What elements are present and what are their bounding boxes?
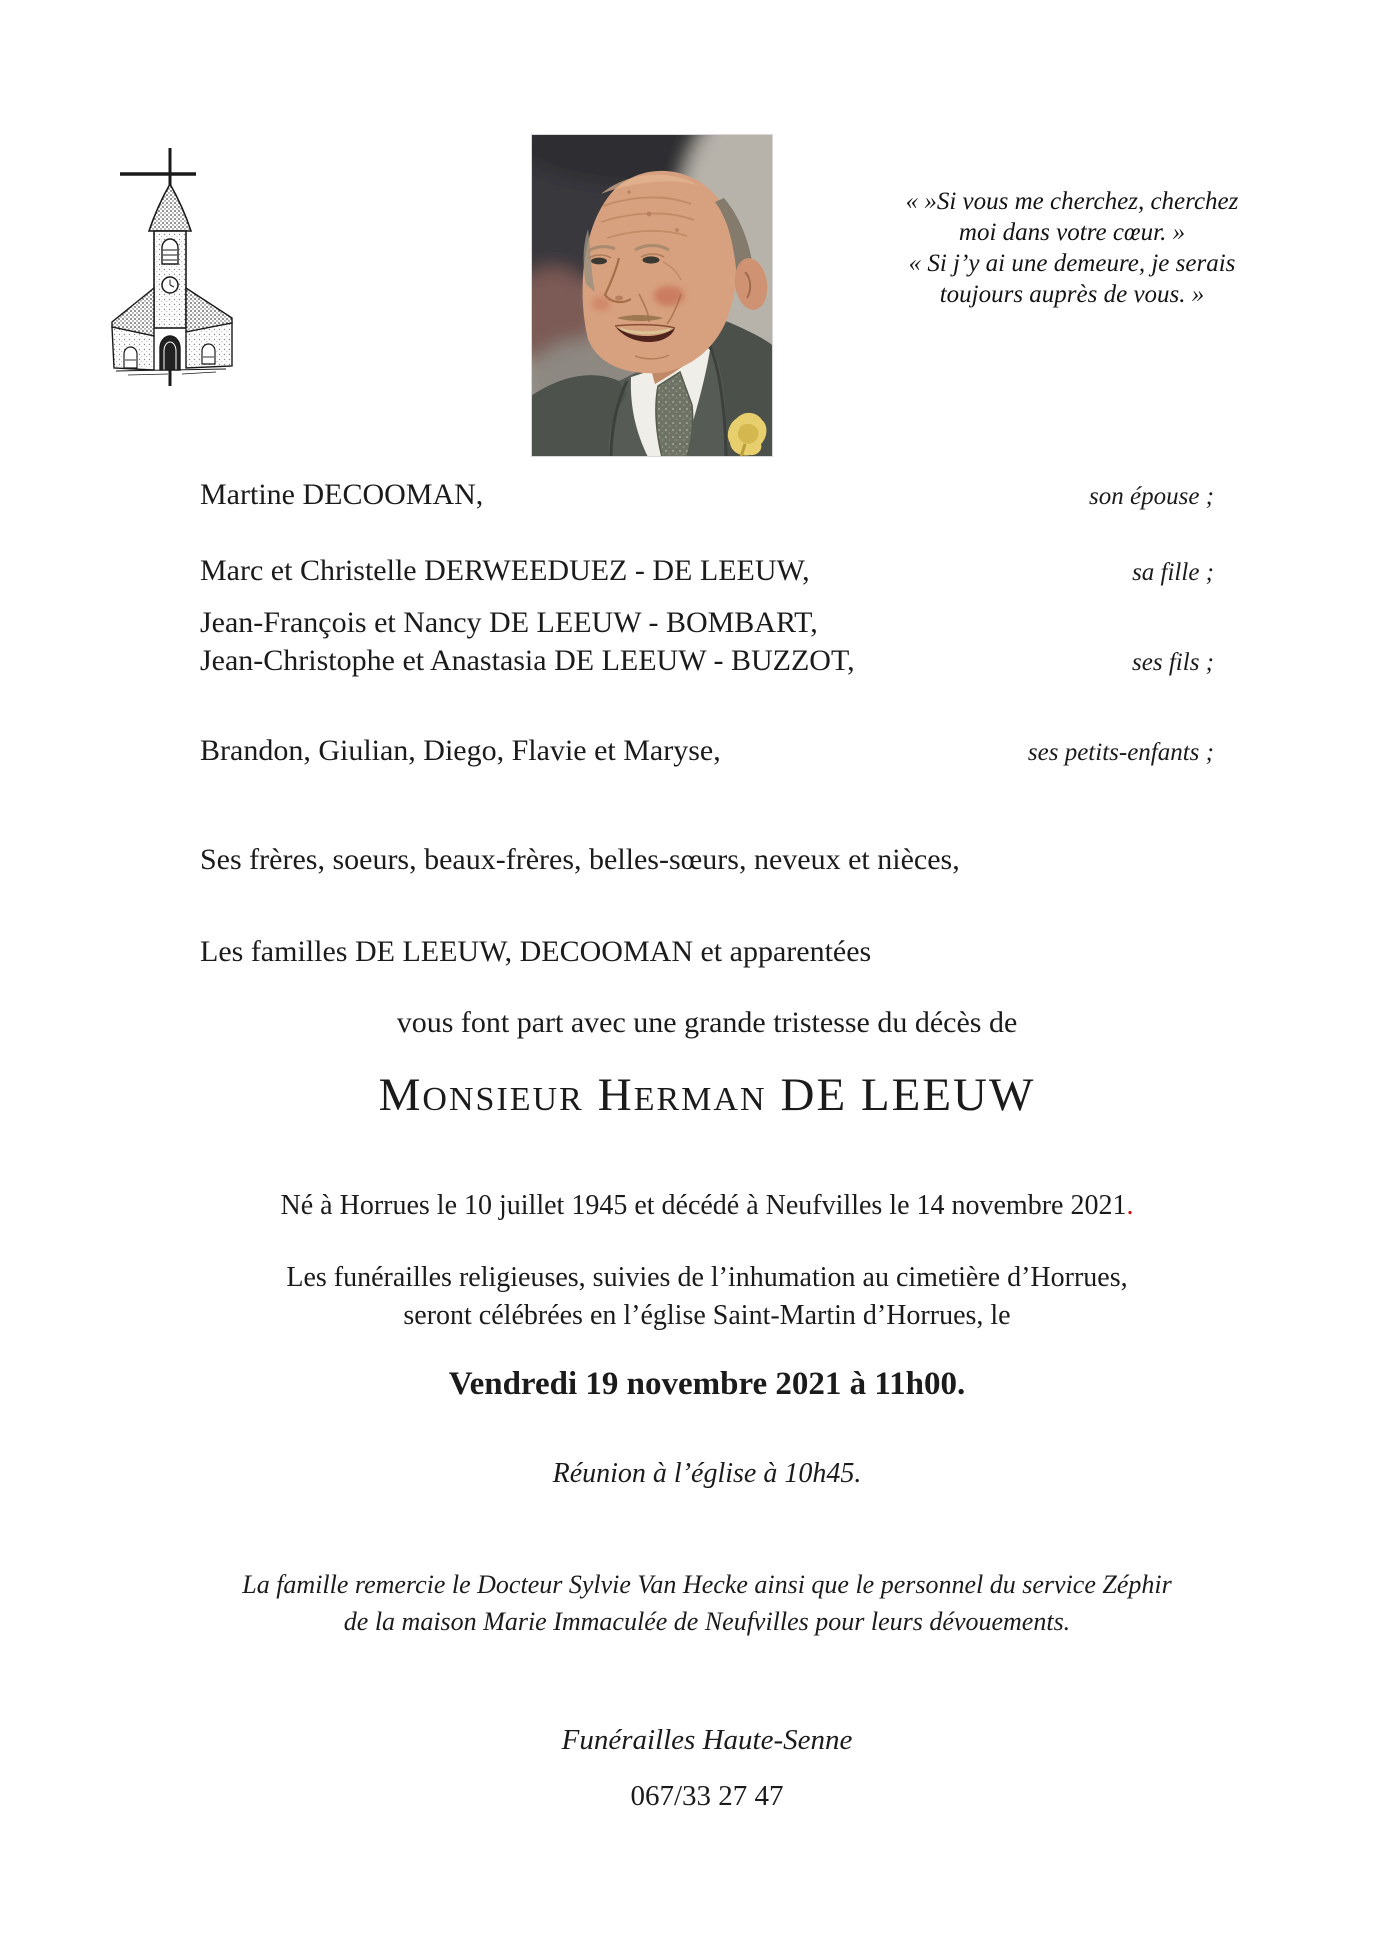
family-row-son-1 xyxy=(200,606,1214,640)
red-period: . xyxy=(1126,1190,1134,1221)
quote-line: « Si j’y ai une demeure, je serais xyxy=(908,250,1236,277)
family-names: Martine DECOOMAN, xyxy=(200,478,484,511)
family-names: Jean-François et Nancy DE LEEUW - BOMBART, xyxy=(200,606,818,639)
portrait-photo xyxy=(531,134,773,457)
family-names: Brandon, Giulian, Diego, Flavie et Maryse, xyxy=(200,734,721,767)
thanks-line-1: La famille remercie le Docteur Sylvie Van Hecke ainsi que le personnel du service Zéphir xyxy=(242,1570,1172,1599)
funeral-home-name: Funérailles Haute-Senne xyxy=(561,1724,853,1756)
family-names: Marc et Christelle DERWEEDUEZ - DE LEEUW, xyxy=(200,554,810,587)
title-smallcaps: ONSIEUR xyxy=(422,1081,584,1118)
memorial-quote xyxy=(858,186,1286,310)
relation-label: sa fille ; xyxy=(1132,559,1214,586)
deceased-name-title xyxy=(200,1066,1214,1135)
relation-label: son épouse ; xyxy=(1089,483,1214,510)
family-row-grandchildren xyxy=(200,734,1214,768)
family-row-son-2 xyxy=(200,644,1214,678)
ceremony-datetime: Vendredi 19 novembre 2021 à 11h00. xyxy=(448,1366,966,1402)
funeral-home-phone: 067/33 27 47 xyxy=(630,1780,784,1812)
family-row-daughter xyxy=(200,554,1214,588)
announcement-intro: vous font part avec une grande tristesse du décès de xyxy=(396,1006,1018,1039)
funeral-details-line-1: Les funérailles religieuses, suivies de l’inhumation au cimetière d’Horrues, xyxy=(286,1262,1128,1293)
relation-label: ses petits-enfants ; xyxy=(1027,739,1214,766)
title-smallcaps: ERMAN xyxy=(633,1081,767,1118)
funeral-details-line-2: seront célébrées en l’église Saint-Martin d’Horrues, le xyxy=(403,1300,1011,1331)
relation-label: ses fils ; xyxy=(1132,649,1214,676)
title-surname: DE LEEUW xyxy=(780,1069,1036,1121)
birth-death-line xyxy=(200,1189,1214,1223)
birth-death-text: Né à Horrues le 10 juillet 1945 et décédé à Neufvilles le 14 novembre 2021 xyxy=(280,1190,1127,1221)
church-icon xyxy=(98,138,240,390)
meeting-line: Réunion à l’église à 10h45. xyxy=(552,1458,862,1489)
quote-line: toujours auprès de vous. » xyxy=(939,281,1205,308)
relatives-line: Ses frères, soeurs, beaux-frères, belles-sœurs, neveux et nièces, xyxy=(200,843,960,876)
announcement-body xyxy=(200,478,1214,1812)
families-line: Les familles DE LEEUW, DECOOMAN et apparentées xyxy=(200,935,872,968)
family-names: Jean-Christophe et Anastasia DE LEEUW - BUZZOT, xyxy=(200,644,855,677)
quote-line: moi dans votre cœur. » xyxy=(958,219,1186,246)
title-cap: M xyxy=(378,1069,423,1121)
family-row-spouse xyxy=(200,478,1214,512)
title-cap: H xyxy=(597,1069,634,1121)
quote-line: « »Si vous me cherchez, cherchez xyxy=(905,188,1239,215)
thanks-line-2: de la maison Marie Immaculée de Neufvilles pour leurs dévouements. xyxy=(343,1607,1071,1636)
